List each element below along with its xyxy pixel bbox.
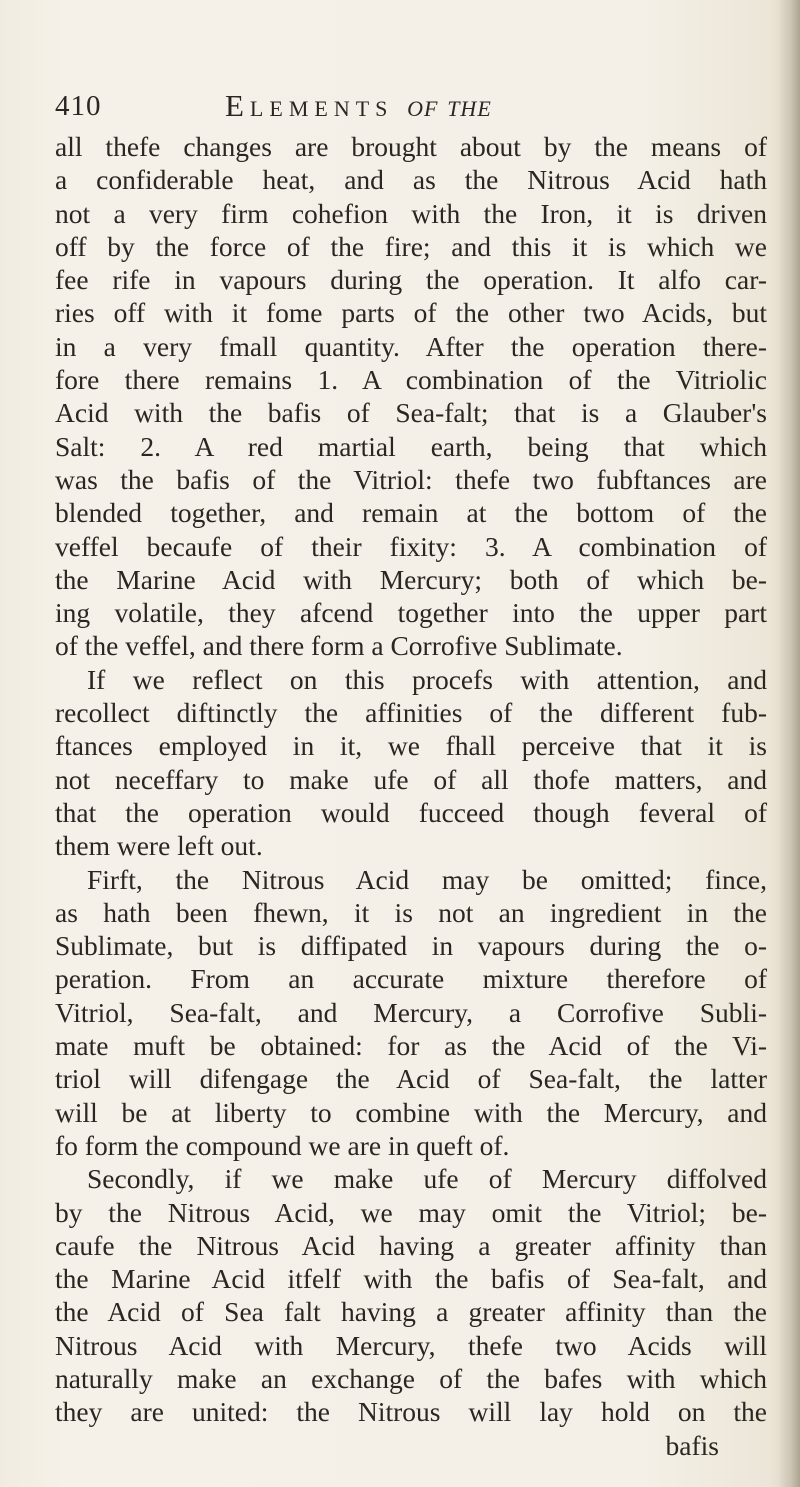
text-line: ing volatile, they afcend together into the upper part bbox=[55, 597, 767, 629]
text-line: veffel becaufe of their fixity: 3. A combination of bbox=[55, 530, 767, 562]
text-line: the Acid of Sea falt having a greater affinity than the bbox=[55, 1296, 767, 1328]
text-line: of the veffel, and there form a Corrofive Sublimate. bbox=[55, 630, 623, 662]
running-title bbox=[225, 88, 492, 124]
text-line: Salt: 2. A red martial earth, being that which bbox=[55, 430, 767, 462]
text-line: that the operation would fucceed though feveral of bbox=[55, 796, 767, 828]
text-line: by the Nitrous Acid, we may omit the Vitriol; be- bbox=[55, 1196, 767, 1228]
text-line: the Marine Acid with Mercury; both of which be- bbox=[55, 563, 767, 595]
text-line: not a very firm cohefion with the Iron, it is driven bbox=[55, 197, 767, 229]
text-line: a confiderable heat, and as the Nitrous Acid hath bbox=[55, 164, 767, 196]
text-line: recollect diftinctly the affinities of the different fub- bbox=[55, 697, 767, 729]
text-line: triol will difengage the Acid of Sea-falt, the latter bbox=[55, 1063, 767, 1095]
text-line: ftances employed in it, we fhall perceive that it is bbox=[55, 730, 767, 762]
text-line: If we reflect on this procefs with attention, and bbox=[87, 663, 767, 695]
page-edge-shadow bbox=[778, 0, 800, 1487]
running-header bbox=[55, 84, 755, 128]
text-line: they are united: the Nitrous will lay hold on the bbox=[55, 1396, 767, 1428]
text-line: Vitriol, Sea-falt, and Mercury, a Corrofive Subli- bbox=[55, 996, 767, 1028]
text-line: naturally make an exchange of the bafes with which bbox=[55, 1362, 767, 1394]
text-line: all thefe changes are brought about by the means of bbox=[55, 131, 767, 162]
running-title-suffix: of the bbox=[407, 88, 492, 123]
text-line: ries off with it fome parts of the other two Acids, but bbox=[55, 297, 767, 329]
text-line: mate muft be obtained: for as the Acid of the Vi- bbox=[55, 1030, 767, 1062]
text-line: fore there remains 1. A combination of the Vitriolic bbox=[55, 364, 767, 396]
text-line: Sublimate, but is diffipated in vapours during the o- bbox=[55, 930, 767, 962]
text-line: not neceffary to make ufe of all thofe matters, and bbox=[55, 763, 767, 795]
page-number: 410 bbox=[55, 90, 102, 122]
text-line: fo form the compound we are in queft of. bbox=[55, 1129, 510, 1161]
text-line: Firft, the Nitrous Acid may be omitted; fince, bbox=[87, 863, 767, 895]
text-line: caufe the Nitrous Acid having a greater affinity than bbox=[55, 1229, 767, 1261]
text-line: blended together, and remain at the bottom of the bbox=[55, 497, 767, 529]
text-line: was the bafis of the Vitriol: thefe two fubftances are bbox=[55, 463, 767, 495]
text-line: peration. From an accurate mixture therefore of bbox=[55, 963, 767, 995]
text-line: Nitrous Acid with Mercury, thefe two Acids will bbox=[55, 1329, 767, 1361]
text-line: in a very fmall quantity. After the operation there- bbox=[55, 330, 767, 362]
text-line: fee rife in vapours during the operation. It alfo car- bbox=[55, 264, 767, 296]
text-line: Secondly, if we make ufe of Mercury diffolved bbox=[87, 1163, 767, 1195]
text-line: Acid with the bafis of Sea-falt; that is a Glauber's bbox=[55, 397, 767, 429]
body-text bbox=[55, 130, 767, 1462]
text-line: as hath been fhewn, it is not an ingredient in the bbox=[55, 896, 767, 928]
text-line: the Marine Acid itfelf with the bafis of Sea-falt, and bbox=[55, 1263, 767, 1295]
text-line: them were left out. bbox=[55, 830, 263, 862]
text-line: off by the force of the fire; and this it is which we bbox=[55, 230, 767, 262]
running-title-main: Elements bbox=[225, 88, 394, 123]
catchword: bafis bbox=[665, 1429, 719, 1461]
text-line: will be at liberty to combine with the Mercury, and bbox=[55, 1096, 767, 1128]
